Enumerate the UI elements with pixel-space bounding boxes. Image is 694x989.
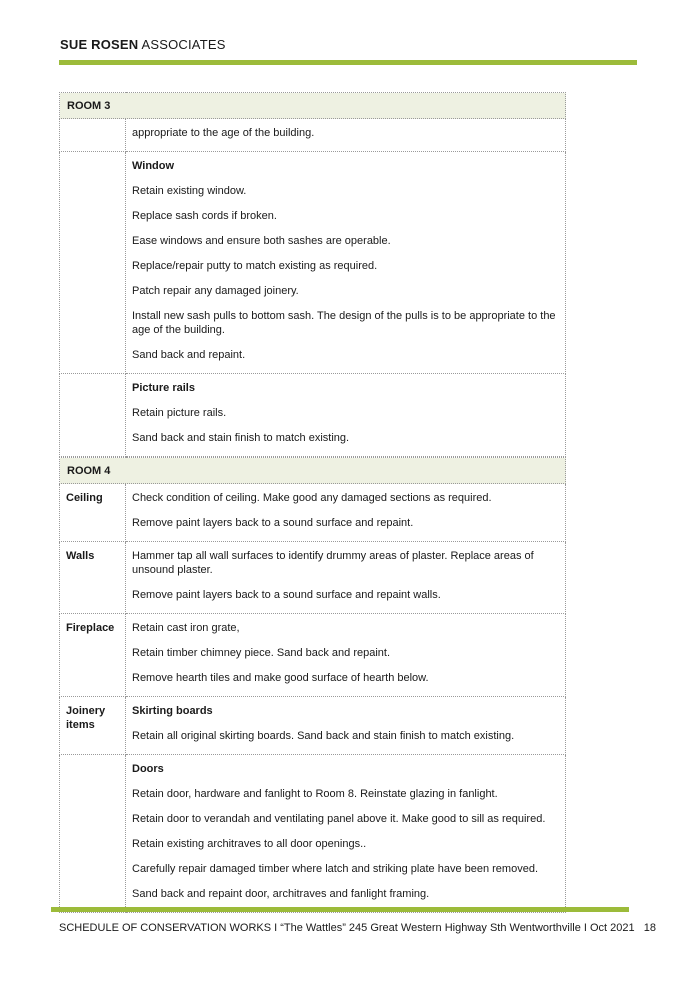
room-3-title: ROOM 3 (60, 93, 566, 119)
item-text: Retain timber chimney piece. Sand back and repaint. (132, 647, 391, 659)
header-rule (59, 60, 637, 65)
footer-rule (51, 907, 629, 912)
brand-name-rest: ASSOCIATES (141, 37, 226, 52)
room-4-table (59, 457, 566, 913)
footer-text: SCHEDULE OF CONSERVATION WORKS I “The Wattles” 245 Great Western Highway Sth Wentworthville I Oct 2021 (59, 922, 635, 934)
table-row (60, 484, 566, 542)
table-row (60, 614, 566, 697)
table-row (60, 755, 566, 913)
row-label (60, 119, 126, 152)
table-row (60, 374, 566, 457)
row-label: Joinery items (60, 697, 126, 755)
row-label: Fireplace (60, 614, 126, 697)
item-text: Retain picture rails. (132, 407, 227, 419)
item-text: Sand back and repaint door, architraves and fanlight framing. (132, 888, 430, 900)
row-content (126, 542, 566, 614)
row-content (126, 374, 566, 457)
item-heading: Skirting boards (132, 705, 213, 717)
brand-name-bold: SUE ROSEN (60, 37, 139, 52)
row-label: Ceiling (60, 484, 126, 542)
item-heading: Picture rails (132, 382, 195, 394)
item-text: Check condition of ceiling. Make good any damaged sections as required. (132, 492, 492, 504)
row-content (126, 614, 566, 697)
brand-logo (60, 37, 226, 52)
item-text: Retain door to verandah and ventilating panel above it. Make good to sill as required. (132, 813, 546, 825)
item-text: Retain cast iron grate, (132, 622, 240, 634)
room-3-table (59, 92, 566, 457)
row-label (60, 374, 126, 457)
row-content (126, 152, 566, 374)
page-footer (59, 922, 656, 934)
room-4-title: ROOM 4 (60, 458, 566, 484)
table-row (60, 119, 566, 152)
item-text: Replace sash cords if broken. (132, 210, 277, 222)
table-row (60, 542, 566, 614)
row-content (126, 119, 566, 152)
row-content (126, 755, 566, 913)
table-row (60, 152, 566, 374)
item-text: Ease windows and ensure both sashes are operable. (132, 235, 391, 247)
item-text: Retain existing window. (132, 185, 247, 197)
item-text: Remove hearth tiles and make good surface of hearth below. (132, 672, 429, 684)
table-row (60, 697, 566, 755)
item-text: Carefully repair damaged timber where latch and striking plate have been removed. (132, 863, 538, 875)
item-text: Sand back and stain finish to match existing. (132, 432, 350, 444)
item-text: Remove paint layers back to a sound surface and repaint walls. (132, 589, 441, 601)
item-heading: Window (132, 160, 175, 172)
item-text: Retain existing architraves to all door openings.. (132, 838, 367, 850)
item-text: Install new sash pulls to bottom sash. The design of the pulls is to be appropriate to the age of the building. (132, 310, 556, 336)
item-text: Remove paint layers back to a sound surface and repaint. (132, 517, 414, 529)
item-text: Retain door, hardware and fanlight to Room 8. Reinstate glazing in fanlight. (132, 788, 498, 800)
item-text: Sand back and repaint. (132, 349, 246, 361)
item-text: Retain all original skirting boards. Sand back and stain finish to match existing. (132, 730, 515, 742)
row-content (126, 697, 566, 755)
item-heading: Doors (132, 763, 164, 775)
row-label (60, 152, 126, 374)
page-number: 18 (643, 922, 656, 934)
row-label (60, 755, 126, 913)
item-text: Replace/repair putty to match existing as required. (132, 260, 378, 272)
row-label: Walls (60, 542, 126, 614)
item-text: appropriate to the age of the building. (132, 127, 315, 139)
row-content (126, 484, 566, 542)
item-text: Patch repair any damaged joinery. (132, 285, 299, 297)
item-text: Hammer tap all wall surfaces to identify drummy areas of plaster. Replace areas of unsound plaster. (132, 550, 534, 576)
